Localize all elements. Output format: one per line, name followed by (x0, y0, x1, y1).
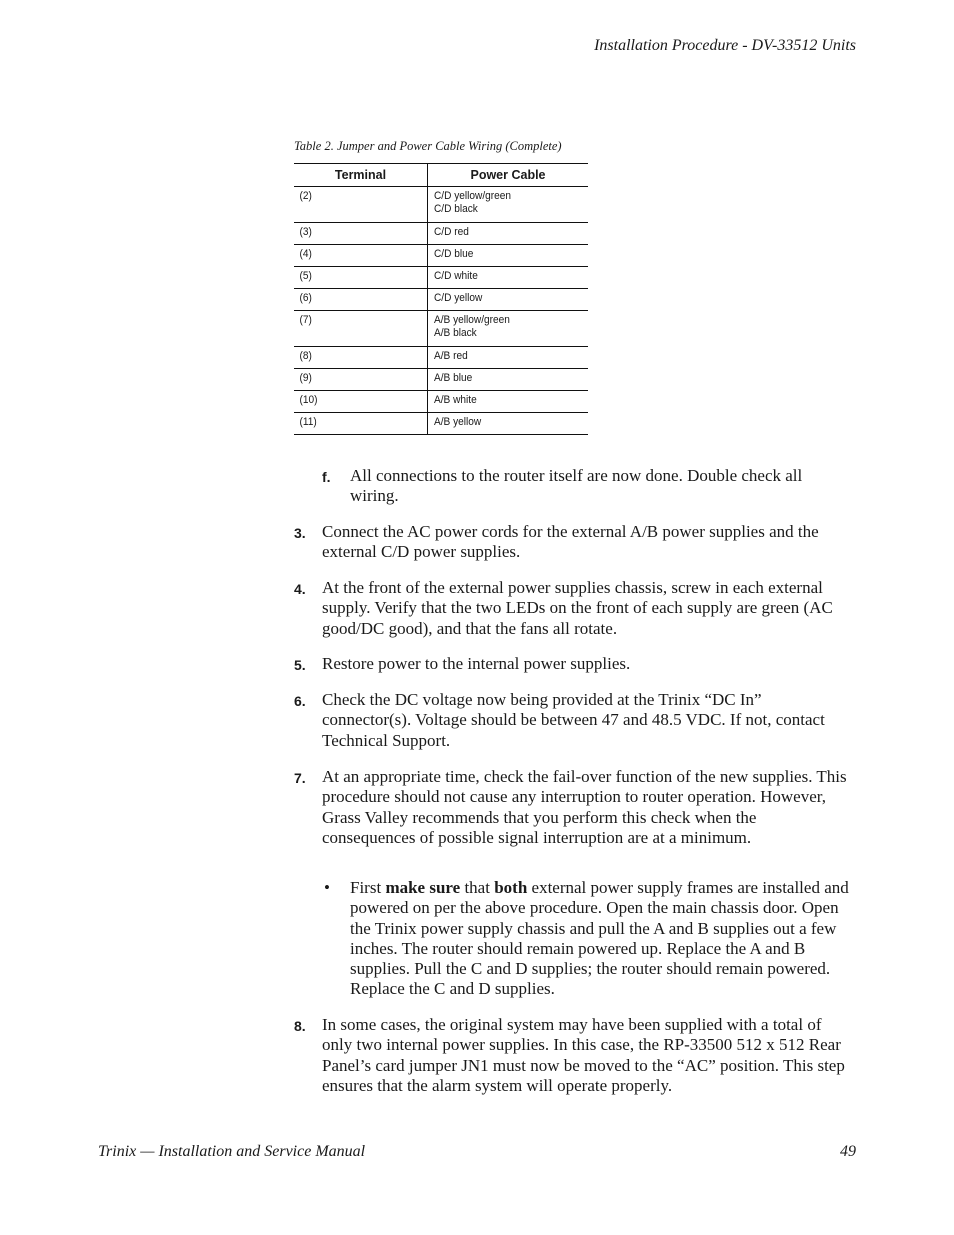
step-number: 8. (294, 1018, 306, 1034)
power-cable-cell (428, 369, 576, 391)
bullet-text-part: that (460, 878, 495, 897)
cable-line: A/B red (433, 350, 468, 362)
column-header-terminal: Terminal (294, 164, 428, 187)
running-header: Installation Procedure - DV-33512 Units (594, 37, 856, 54)
terminal-cell: (5) (294, 267, 417, 289)
step-text: Restore power to the internal power supplies. (322, 654, 631, 673)
power-cable-cell (428, 347, 576, 369)
table-header-row (294, 164, 588, 187)
column-header-power-cable: Power Cable (428, 164, 589, 187)
step-4 (294, 578, 854, 639)
cable-line: A/B blue (433, 372, 472, 384)
step-3 (294, 522, 854, 563)
cable-line: A/B yellow/green (433, 314, 510, 326)
step-7 (294, 767, 854, 848)
step-number: 4. (294, 581, 306, 597)
step-7-bullet (322, 878, 854, 1000)
power-cable-cell (428, 413, 576, 435)
table-row (294, 223, 588, 245)
step-number: f. (322, 469, 331, 485)
step-8 (294, 1015, 854, 1096)
footer-manual-title: Trinix — Installation and Service Manual (98, 1143, 366, 1160)
table-row (294, 347, 588, 369)
cable-line: C/D yellow/green (433, 190, 511, 202)
wiring-table (294, 163, 588, 435)
bullet-text-part: external power supply frames are installed and powered on per the above procedure. Open the main chassis door. Open the Trinix power supply chassis and pull the A and B supplies out a few inches. The router should remain powered up. Replace the A and B supplies. Pull the C and D supplies; the router should remain powered. Replace the C and D supplies. (350, 878, 849, 999)
step-text: All connections to the router itself are now done. Double check all wiring. (350, 466, 803, 506)
power-cable-cell (428, 223, 576, 245)
table-row (294, 311, 588, 347)
terminal-cell: (10) (294, 391, 417, 413)
cable-line: C/D blue (433, 248, 473, 260)
step-number: 6. (294, 693, 306, 709)
power-cable-cell (428, 391, 576, 413)
cable-line: A/B yellow (433, 416, 481, 428)
terminal-cell: (3) (294, 223, 417, 245)
cable-line: A/B black (433, 326, 477, 339)
terminal-cell: (7) (294, 311, 417, 347)
terminal-cell: (6) (294, 289, 417, 311)
bullet-bold-make-sure: make sure (385, 878, 461, 897)
terminal-cell: (2) (294, 187, 417, 223)
cable-line: C/D black (433, 202, 478, 215)
terminal-cell: (11) (294, 413, 417, 435)
table-row (294, 289, 588, 311)
step-5 (294, 654, 854, 674)
table-row (294, 391, 588, 413)
bullet-text (350, 878, 854, 1000)
step-text: Connect the AC power cords for the external A/B power supplies and the external C/D power supplies. (322, 522, 819, 562)
bullet-text-part: First (350, 878, 386, 897)
step-number: 5. (294, 657, 306, 673)
table-row (294, 245, 588, 267)
power-cable-cell (428, 267, 576, 289)
power-cable-cell (428, 311, 576, 347)
cable-line: C/D white (433, 270, 478, 282)
step-text: At the front of the external power supplies chassis, screw in each external supply. Verify that the two LEDs on the front of each supply are green (AC good/DC good), and that the fans all rotate. (322, 578, 833, 638)
terminal-cell: (4) (294, 245, 417, 267)
table-row (294, 413, 588, 435)
step-f (322, 466, 854, 507)
terminal-cell: (9) (294, 369, 417, 391)
bullet-dot: • (324, 878, 330, 897)
power-cable-cell (428, 289, 576, 311)
power-cable-cell (428, 245, 576, 267)
terminal-cell: (8) (294, 347, 417, 369)
cable-line: C/D yellow (433, 292, 482, 304)
cable-line: A/B white (433, 394, 477, 406)
table-row (294, 369, 588, 391)
table-row (294, 187, 588, 223)
step-text: In some cases, the original system may have been supplied with a total of only two internal power supplies. In this case, the RP-33500 512 x 512 Rear Panel’s card jumper JN1 must now be moved to the “AC” position. This step ensures that the alarm system will operate properly. (322, 1015, 845, 1095)
power-cable-cell (428, 187, 576, 223)
cable-line: C/D red (433, 226, 469, 238)
footer-page-number: 49 (840, 1143, 856, 1160)
step-number: 7. (294, 770, 306, 786)
step-text: At an appropriate time, check the fail-over function of the new supplies. This procedure should not cause any interruption to router operation. However, Grass Valley recommends that you perform this check when the consequences of possible signal interruption are at a minimum. (322, 767, 847, 847)
table-row (294, 267, 588, 289)
bullet-bold-both: both (494, 878, 528, 897)
step-text: Check the DC voltage now being provided at the Trinix “DC In” connector(s). Voltage should be between 47 and 48.5 VDC. If not, contact Technical Support. (322, 690, 825, 750)
step-number: 3. (294, 525, 306, 541)
table-caption: Table 2. Jumper and Power Cable Wiring (Complete) (294, 139, 562, 153)
step-6 (294, 690, 854, 751)
